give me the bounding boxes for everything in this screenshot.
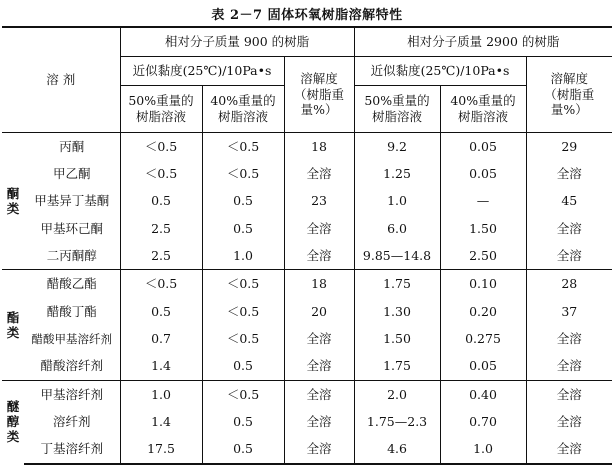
cell-value: 9.85—14.8 xyxy=(354,242,440,270)
cell-value: 0.10 xyxy=(440,270,526,298)
cell-value: 1.0 xyxy=(202,242,284,270)
solvent-name: 甲基溶纤剂 xyxy=(24,380,120,408)
table-row xyxy=(2,133,612,161)
cell-value: 0.70 xyxy=(440,408,526,435)
cell-value: ＜0.5 xyxy=(202,160,284,187)
viscosity-header-2900: 近似黏度(25℃)/10Pa•s xyxy=(354,57,526,86)
cell-value: 1.50 xyxy=(354,325,440,352)
category-esters: 酯类 xyxy=(2,270,24,380)
category-ether-alcohols: 醚醇类 xyxy=(2,380,24,463)
cell-value: 0.5 xyxy=(120,188,202,215)
cell-value: 1.4 xyxy=(120,408,202,435)
cell-value: 全溶 xyxy=(284,352,354,380)
cell-value: 0.5 xyxy=(202,435,284,463)
cell-value: 0.5 xyxy=(202,215,284,242)
solvent-name: 溶纤剂 xyxy=(53,413,91,429)
cell-value: 1.0 xyxy=(354,188,440,215)
cell-value: ＜0.5 xyxy=(120,160,202,187)
cell-value: 1.75—2.3 xyxy=(354,408,440,435)
cell-value: 全溶 xyxy=(526,215,612,242)
cell-value: ＜0.5 xyxy=(202,133,284,161)
table-row xyxy=(2,435,612,463)
cell-value: 1.75 xyxy=(354,352,440,380)
cell-value: 9.2 xyxy=(354,133,440,161)
col-40-header-2900: 40%重量的树脂溶液 xyxy=(440,86,526,133)
solvent-header: 溶 剂 xyxy=(2,27,120,133)
cell-value: 37 xyxy=(526,298,612,325)
table-row xyxy=(2,408,612,435)
cell-value: 28 xyxy=(526,270,612,298)
table-caption: 表 2－7 固体环氧树脂溶解特性 xyxy=(211,8,403,23)
table-row xyxy=(2,188,612,215)
solvent-name: 二丙酮醇 xyxy=(46,248,97,264)
viscosity-header-900: 近似黏度(25℃)/10Pa•s xyxy=(120,57,284,86)
table-row xyxy=(2,325,612,352)
cell-value: 18 xyxy=(284,270,354,298)
cell-value: — xyxy=(440,188,526,215)
cell-value: 2.5 xyxy=(120,215,202,242)
cell-value: 全溶 xyxy=(284,215,354,242)
cell-value: 全溶 xyxy=(284,160,354,187)
cell-value: 1.75 xyxy=(354,270,440,298)
solvent-name: 醋酸甲基溶纤剂 xyxy=(31,331,112,346)
cell-value: 23 xyxy=(284,188,354,215)
cell-value: 0.40 xyxy=(440,380,526,408)
cell-value: 1.50 xyxy=(440,215,526,242)
cell-value: 18 xyxy=(284,133,354,161)
cell-value: 0.7 xyxy=(120,325,202,352)
cell-value: ＜0.5 xyxy=(202,380,284,408)
cell-value: ＜0.5 xyxy=(202,298,284,325)
solvent-name: 甲基异丁基酮 xyxy=(34,193,110,209)
cell-value: 0.275 xyxy=(440,325,526,352)
cell-value: 1.0 xyxy=(120,380,202,408)
cell-value: 全溶 xyxy=(526,160,612,187)
group-2900-header: 相对分子质量 2900 的树脂 xyxy=(354,27,612,57)
solvent-name: 醋酸溶纤剂 xyxy=(40,358,104,374)
cell-value: ＜0.5 xyxy=(120,133,202,161)
cell-value: 0.5 xyxy=(202,352,284,380)
table-row xyxy=(2,380,612,408)
cell-value: 0.05 xyxy=(440,133,526,161)
solvent-name: 甲乙酮 xyxy=(53,166,91,182)
solvent-name: 丙酮 xyxy=(24,133,120,161)
table-row xyxy=(2,298,612,325)
cell-value: 全溶 xyxy=(284,242,354,270)
cell-value: 1.4 xyxy=(120,352,202,380)
cell-value: 全溶 xyxy=(526,242,612,270)
table-row xyxy=(2,242,612,270)
cell-value: 2.5 xyxy=(120,242,202,270)
table-row xyxy=(2,215,612,242)
solvent-name: 甲基环己酮 xyxy=(40,220,104,236)
cell-value: 29 xyxy=(526,133,612,161)
cell-value: 全溶 xyxy=(526,435,612,463)
cell-value: 0.5 xyxy=(202,188,284,215)
col-40-header-900: 40%重量的树脂溶液 xyxy=(202,86,284,133)
table-row xyxy=(2,270,612,298)
solubility-table xyxy=(2,26,612,465)
col-50-header-2900: 50%重量的树脂溶液 xyxy=(354,86,440,133)
cell-value: ＜0.5 xyxy=(202,270,284,298)
cell-value: 0.05 xyxy=(440,160,526,187)
cell-value: 全溶 xyxy=(284,435,354,463)
cell-value: 4.6 xyxy=(354,435,440,463)
cell-value: 全溶 xyxy=(526,325,612,352)
solubility-header-900: 溶解度（树脂重量%） xyxy=(284,57,354,133)
cell-value: 1.25 xyxy=(354,160,440,187)
table-row xyxy=(2,352,612,380)
solubility-header-2900: 溶解度（树脂重量%） xyxy=(526,57,612,133)
col-50-header-900: 50%重量的树脂溶液 xyxy=(120,86,202,133)
cell-value: 0.05 xyxy=(440,352,526,380)
cell-value: 0.5 xyxy=(120,298,202,325)
cell-value: 17.5 xyxy=(120,435,202,463)
cell-value: 1.0 xyxy=(440,435,526,463)
cell-value: 2.0 xyxy=(354,380,440,408)
cell-value: 0.5 xyxy=(202,408,284,435)
cell-value: 45 xyxy=(526,188,612,215)
cell-value: ＜0.5 xyxy=(120,270,202,298)
cell-value: 全溶 xyxy=(526,352,612,380)
solvent-name: 醋酸丁酯 xyxy=(46,303,97,319)
cell-value: 6.0 xyxy=(354,215,440,242)
table-row xyxy=(2,160,612,187)
cell-value: 全溶 xyxy=(284,408,354,435)
solvent-name: 丁基溶纤剂 xyxy=(24,435,120,463)
solvent-name: 醋酸乙酯 xyxy=(24,270,120,298)
cell-value: 全溶 xyxy=(526,380,612,408)
category-ketones: 酮类 xyxy=(2,133,24,270)
cell-value: 全溶 xyxy=(284,325,354,352)
cell-value: 1.30 xyxy=(354,298,440,325)
cell-value: 全溶 xyxy=(526,408,612,435)
cell-value: ＜0.5 xyxy=(202,325,284,352)
cell-value: 20 xyxy=(284,298,354,325)
cell-value: 全溶 xyxy=(284,380,354,408)
cell-value: 0.20 xyxy=(440,298,526,325)
group-900-header: 相对分子质量 900 的树脂 xyxy=(120,27,354,57)
cell-value: 2.50 xyxy=(440,242,526,270)
